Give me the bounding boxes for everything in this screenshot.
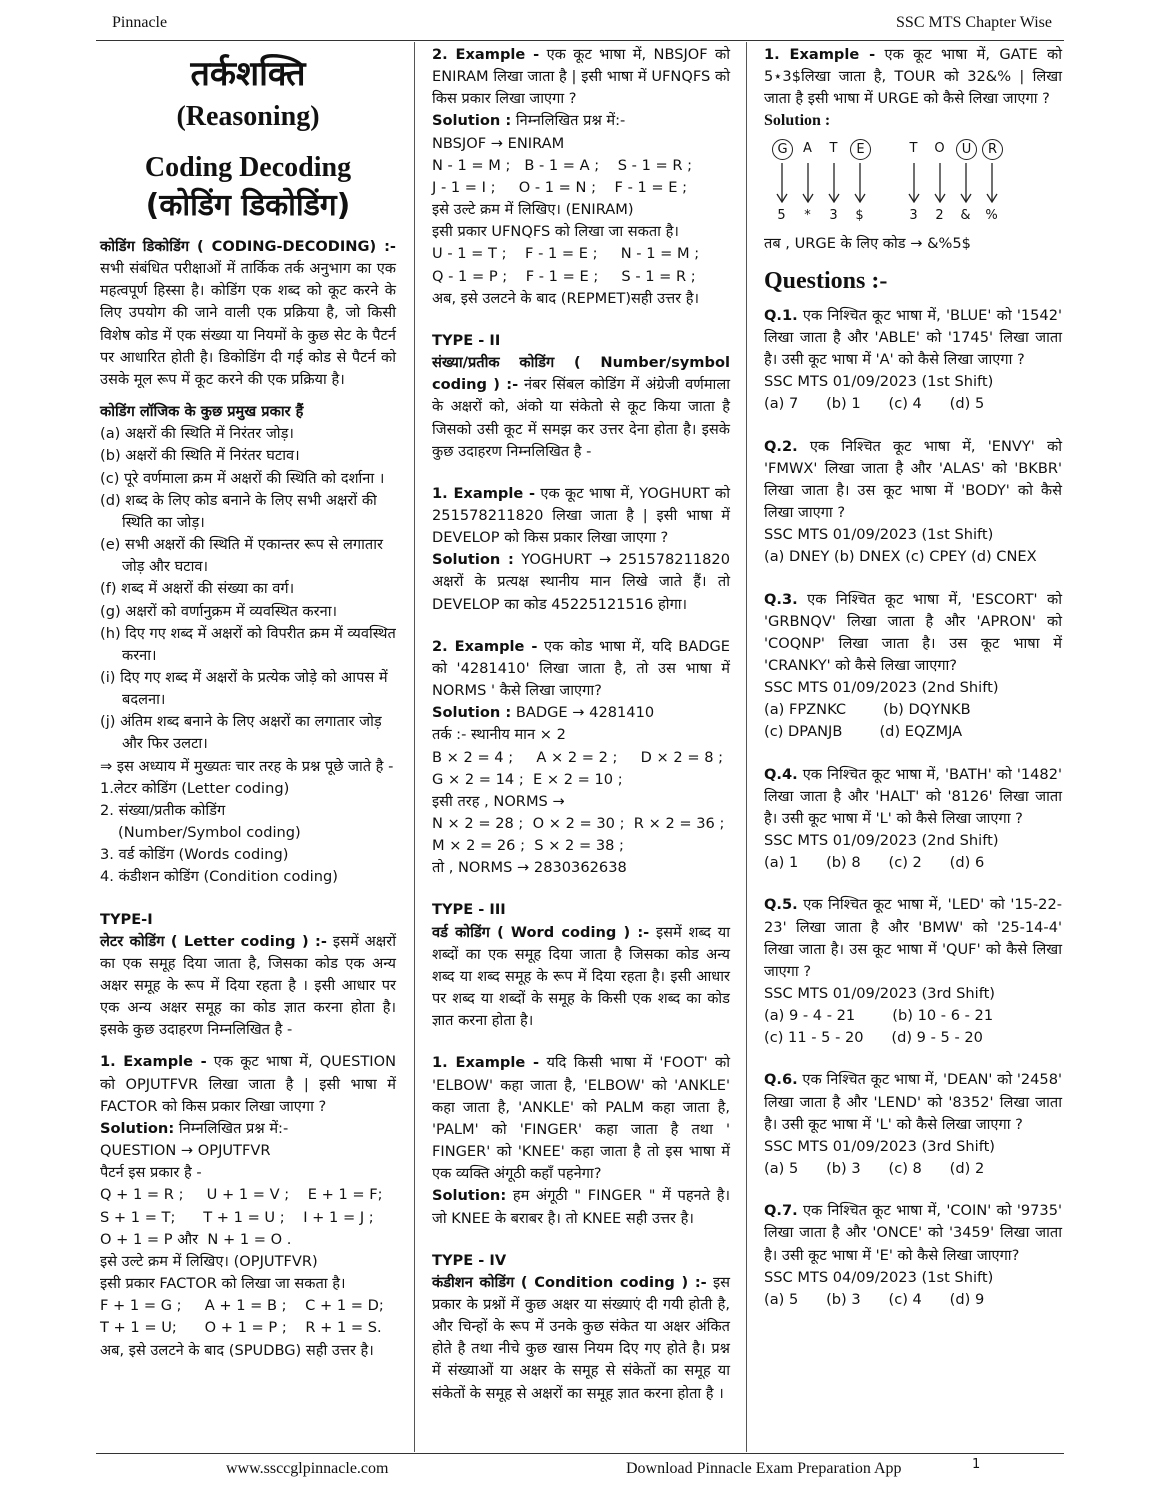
question-number: Q.7. [764, 1202, 798, 1220]
ex1-text: एक कूट भाषा में, QUESTION को OPJUTFVR लिखा जाता है | इसी भाषा में FACTOR को किस प्रकार लिखा जाएगा ? [100, 1053, 397, 1115]
ex2-lines [432, 133, 730, 310]
type4-paragraph [432, 1272, 730, 1405]
question-options: (a) 1 (b) 8 (c) 2 (d) 6 [764, 854, 985, 872]
question-item [764, 589, 1062, 744]
subtitle-english: Coding Decoding [144, 152, 352, 183]
footer-rule [96, 1453, 1064, 1454]
down-arrow-icon [934, 163, 946, 203]
question-item [764, 1200, 1062, 1311]
question-body: एक निश्चित कूट भाषा में, 'BATH' को '1482' लिखा जाता है और 'HALT' को '8126' लिखा जाता है। उसी कूट भाषा में 'L' को कैसे लिखा जाएगा ? [764, 765, 1063, 827]
t3ex1-paragraph: 1. Example - यदि किसी भाषा में 'FOOT' को 'ELBOW' कहा जाता है, 'ELBOW' को 'ANKLE' कहा जाता है, 'ANKLE' को PALM कहा जाता है, 'PALM' को 'FINGER' कहा जाता है तथा ' FINGER' को 'KNEE' कहा जाता है तो इस भाषा में एक व्यक्ति अंगूठी कहाँ पहनेगा? [432, 1054, 731, 1183]
question-options: (a) 5 (b) 3 (c) 8 (d) 2 [764, 1160, 985, 1178]
t2ex1-solution: Solution : YOGHURT → 251578211820 अक्षरों के प्रत्यक्ष स्थानीय मान लिखे जाते हैं। तो DEVELOP का कोड 45225121516 होगा। [432, 551, 730, 613]
type3-label: TYPE - III [432, 901, 506, 919]
question-item [764, 894, 1062, 1049]
question-body: एक निश्चित कूट भाषा में, 'ENVY' को 'FMWX' लिखा जाता है और 'ALAS' को 'BKBR' लिखा जाता है। उस कूट भाषा में 'BODY' को कैसे लिखा जाएगा ? [764, 437, 1062, 522]
t2ex2-lines [432, 724, 730, 879]
circled-letter: E [850, 139, 871, 160]
plain-letter: A [803, 140, 812, 156]
solution-line: NBSJOF → ENIRAM [432, 134, 565, 152]
down-arrow-icon [854, 163, 866, 203]
type2-paragraph [432, 352, 730, 463]
types-heading: कोडिंग लॉजिक के कुछ प्रमुख प्रकार हैं [100, 403, 304, 421]
solution-line: पैटर्न इस प्रकार है - [100, 1164, 202, 1182]
solution-line: इसी तरह , NORMS → [432, 792, 565, 810]
type-item: (i) दिए गए शब्द में अक्षरों के प्रत्येक जोड़े को आपस में बदलना। [100, 668, 388, 709]
question-body: एक निश्चित कूट भाषा में, 'DEAN' को '2458' लिखा जाता है और 'LEND' को '8352' लिखा जाता है। उसी कूट भाषा में 'L' को कैसे लिखा जाएगा ? [764, 1071, 1063, 1133]
intro-heading: कोडिंग डिकोडिंग ( CODING-DECODING) :- [100, 238, 396, 255]
question-options: (a) DNEY (b) DNEX (c) CPEY (d) CNEX [764, 548, 1037, 566]
type-item: (d) शब्द के लिए कोड बनाने के लिए सभी अक्षरों की स्थिति का जोड़। [100, 491, 377, 531]
header-rule [96, 40, 1064, 41]
intro-text: सभी संबंधित परीक्षाओं में तार्किक तर्क अनुभाग का एक महत्वपूर्ण हिस्सा है। कोडिंग एक शब्द को कूट करने के लिए उपयोग की जाने वाली एक प्रक्रिया है, जो किसी विशेष कोड में एक संख्या या नियमों के कुछ सेट के पैटर्न पर आधारित होती है। डिकोडिंग दी गई कोड से पैटर्न को उसके मूल रूप में कूट करने की एक प्रक्रिया है। [100, 260, 396, 388]
solution-line: B × 2 = 4 ; A × 2 = 2 ; D × 2 = 8 ; [432, 748, 724, 766]
ex2-heading: 2. Example - [432, 46, 540, 63]
question-text [764, 1069, 1062, 1135]
plain-letter: O [934, 140, 945, 156]
question-number: Q.2. [764, 437, 798, 455]
solution-line: M × 2 = 26 ; S × 2 = 38 ; [432, 837, 624, 855]
question-text [764, 764, 1062, 830]
t2ex2-paragraph: 2. Example - एक कोड भाषा में, यदि BADGE को '4281410' लिखा जाता है, तो उस भाषा में NORMS ' कैसे लिखा जाएगा? [432, 637, 730, 700]
down-arrow-icon [828, 163, 840, 203]
question-options: (c) DPANJB (d) EQZMJA [764, 723, 963, 741]
solution-line: N × 2 = 28 ; O × 2 = 30 ; R × 2 = 36 ; [432, 815, 725, 832]
question-number: Q.4. [764, 765, 798, 783]
question-text [764, 305, 1062, 371]
circled-letter: U [956, 139, 977, 160]
type-item: (j) अंतिम शब्द बनाने के लिए अक्षरों का लगातार जोड़ और फिर उलटा। [100, 713, 382, 753]
solution-line: तो , NORMS → 2830362638 [432, 859, 627, 877]
code-symbol: 2 [935, 207, 944, 223]
question-body: एक निश्चित कूट भाषा में, 'ESCORT' को 'GRBNQV' लिखा जाता है और 'APRON' को 'COQNP' लिखा जाता है। उस कूट भाषा में 'CRANKY' को कैसे लिखा जाएगा? [764, 590, 1062, 674]
column-divider-1 [414, 42, 415, 1452]
type3-paragraph [432, 922, 730, 1033]
kind-2-en: (Number/Symbol coding) [118, 824, 301, 842]
down-arrow-icon [802, 163, 814, 203]
kind-2: 2. संख्या/प्रतीक कोडिंग [100, 801, 226, 819]
solution-line: U - 1 = T ; F - 1 = E ; N - 1 = M ; [432, 245, 700, 263]
question-options: (a) 5 (b) 3 (c) 4 (d) 9 [764, 1290, 985, 1308]
type-item: (e) सभी अक्षरों की स्थिति में एकान्तर रूप से लगातार जोड़ और घटाव। [100, 536, 383, 576]
type1-text: इसमें अक्षरों का एक समूह दिया जाता है, जिसका कोड एक अन्य अक्षर समूह के रूप में दिया रहता है । इसी आधार पर एक अन्य अक्षर समूह का कोड ज्ञात करना होता है। इसके कुछ उदाहरण निम्नलिखित है - [100, 932, 397, 1039]
type-item: (c) पूरे वर्णमाला क्रम में अक्षरों की स्थिति को दर्शाना । [100, 469, 385, 487]
code-symbol: 5 [777, 207, 786, 223]
solution-line: Q + 1 = R ; U + 1 = V ; E + 1 = F; [100, 1186, 383, 1204]
code-symbol: 3 [909, 207, 918, 223]
question-text [764, 589, 1062, 678]
code-symbol: % [985, 207, 998, 223]
ex2-text: एक कूट भाषा में, NBSJOF को ENIRAM लिखा जाता है | इसी भाषा में UFNQFS को किस प्रकार लिखा जाएगा ? [432, 46, 731, 108]
question-item [764, 436, 1062, 569]
type4-heading: कंडीशन कोडिंग ( Condition coding ) :- [432, 1273, 707, 1291]
solution-line: J - 1 = I ; O - 1 = N ; F - 1 = E ; [432, 178, 688, 196]
type4-text: इस प्रकार के प्रश्नों में कुछ अक्षर या संख्याएं दी गयी होती है, और चिन्हों के रूप में उनके कुछ संकेत या अक्षर अंकित होते है तथा नीचे कुछ खास नियम दिए गए होते है। प्रश्न में संख्याओं या अक्षर के समूह से संकेतों का समूह या संकेतों के समूह से अक्षरों का समूह ज्ञात करना होता है । [432, 1273, 731, 1402]
solution-line: T + 1 = U; O + 1 = P ; R + 1 = S. [100, 1319, 382, 1337]
solution-line: इसे उल्टे क्रम में लिखिए। (OPJUTFVR) [100, 1252, 318, 1270]
type-item: (g) अक्षरों को वर्णानुक्रम में व्यवस्थित करना। [100, 602, 338, 620]
plain-letter: T [829, 140, 838, 156]
c3-example: 1. Example - एक कूट भाषा में, GATE को 5⋆3$लिखा जाता है, TOUR को 32&% | लिखा जाता है इसी भाषा में URGE को कैसे लिखा जाएगा ? [764, 46, 1063, 108]
type2-heading: संख्या/प्रतीक कोडिंग ( Number/symbol coding ) :- [432, 354, 730, 394]
question-source: SSC MTS 01/09/2023 (1st Shift) [764, 526, 994, 544]
solution-line: S + 1 = T; T + 1 = U ; I + 1 = J ; [100, 1208, 374, 1226]
question-body: एक निश्चित कूट भाषा में, 'COIN' को '9735' लिखा जाता है और 'ONCE' को '3459' लिखा जाता है। उसी कूट भाषा में 'E' को कैसे लिखा जाएगा? [764, 1202, 1062, 1264]
page-number: 1 [972, 1457, 981, 1472]
question-text [764, 436, 1062, 525]
solution-line: इसे उल्टे क्रम में लिखिए। (ENIRAM) [432, 201, 634, 219]
type-item: (b) अक्षरों की स्थिति में निरंतर घटाव। [100, 447, 300, 465]
ex1-heading: 1. Example - [100, 1053, 207, 1071]
question-number: Q.3. [764, 590, 798, 608]
solution-line: इसी प्रकार FACTOR को लिखा जा सकता है। [100, 1275, 346, 1293]
type3-heading: वर्ड कोडिंग ( Word coding ) :- [432, 923, 650, 941]
kind-1: 1.लेटर कोडिंग (Letter coding) [100, 779, 290, 797]
down-arrow-icon [960, 163, 972, 203]
question-item [764, 305, 1062, 416]
title-english: (Reasoning) [176, 101, 320, 132]
type3-text: इसमें शब्द या शब्दों का एक समूह दिया जाता है जिसका कोड अन्य शब्द या शब्द समूह के रूप में दिया रहता है। इसी आधार पर शब्द या शब्दों के समूह के किसी एक शब्द का कोड ज्ञात करना होता है। [432, 923, 730, 1030]
down-arrow-icon [776, 163, 788, 203]
t3ex1-solution: Solution: हम अंगूठी " FINGER " में पहनते है। जो KNEE के बराबर है। तो KNEE सही उत्तर है। [432, 1187, 731, 1227]
column-2 [432, 44, 730, 1405]
solution-line: QUESTION → OPJUTFVR [100, 1142, 271, 1160]
type1-heading: लेटर कोडिंग ( Letter coding ) :- [100, 932, 327, 950]
solution-line: O + 1 = P और N + 1 = O . [100, 1230, 292, 1248]
code-symbol: 3 [829, 207, 838, 223]
ex1-solution: Solution: निम्नलिखित प्रश्न में:- [100, 1119, 289, 1137]
solution-line: N - 1 = M ; B - 1 = A ; S - 1 = R ; [432, 156, 693, 174]
question-options: (c) 11 - 5 - 20 (d) 9 - 5 - 20 [764, 1029, 983, 1047]
question-source: SSC MTS 01/09/2023 (1st Shift) [764, 373, 994, 391]
question-item [764, 1069, 1062, 1180]
question-source: SSC MTS 01/09/2023 (3rd Shift) [764, 1137, 996, 1155]
question-item [764, 764, 1062, 875]
c3-result: तब , URGE के लिए कोड → &%5$ [764, 234, 971, 252]
circled-letter: R [982, 139, 1003, 160]
type1-paragraph [100, 931, 396, 1042]
solution-line: अब, इसे उलटने के बाद (REPMET)सही उत्तर है। [432, 289, 700, 307]
kind-4: 4. कंडीशन कोडिंग (Condition coding) [100, 868, 338, 886]
solution-line: अब, इसे उलटने के बाद (SPUDBG) सही उत्तर है। [100, 1341, 374, 1359]
question-options: (a) 9 - 4 - 21 (b) 10 - 6 - 21 [764, 1007, 994, 1025]
question-text [764, 1200, 1062, 1266]
chapter-note: ⇒ इस अध्याय में मुख्यतः चार तरह के प्रश्न पूछे जाते है - [100, 757, 394, 775]
solution-line: Q - 1 = P ; F - 1 = E ; S - 1 = R ; [432, 267, 696, 285]
header-brand: Pinnacle [112, 14, 168, 31]
footer-app-promo: Download Pinnacle Exam Preparation App [626, 1460, 902, 1477]
down-arrow-icon [986, 163, 998, 203]
footer-website[interactable]: www.ssccglpinnacle.com [226, 1460, 389, 1477]
circled-letter: G [772, 139, 793, 160]
ex2-solution: Solution : निम्नलिखित प्रश्न में:- [432, 112, 626, 130]
intro-paragraph [100, 236, 396, 391]
question-source: SSC MTS 01/09/2023 (3rd Shift) [764, 985, 996, 1002]
solution-line: G × 2 = 14 ; E × 2 = 10 ; [432, 770, 623, 788]
column-divider-2 [746, 42, 747, 1452]
c3-solution-heading: Solution : [764, 112, 831, 130]
question-options: (a) FPZNKC (b) DQYNKB [764, 701, 971, 719]
question-source: SSC MTS 04/09/2023 (1st Shift) [764, 1268, 994, 1286]
column-3 [764, 44, 1062, 1331]
question-body: एक निश्चित कूट भाषा में, 'BLUE' को '1542' लिखा जाता है और 'ABLE' को '1745' लिखा जाता है। उसी कूट भाषा में 'A' को कैसे लिखा जाएगा ? [764, 306, 1063, 369]
question-options: (a) 7 (b) 1 (c) 4 (d) 5 [764, 395, 985, 413]
type4-label: TYPE - IV [432, 1251, 507, 1269]
code-symbol: * [804, 207, 811, 223]
questions-heading: Questions :- [764, 267, 888, 294]
type2-text: नंबर सिंबल कोडिंग में अंग्रेजी वर्णमाला के अक्षरों को, अंको या संकेतो से कूट किया जाता है जिसको उसी कूट में समझ कर उत्तर देना होता है। इसके कुछ उदाहरण निम्नलिखित है - [432, 376, 731, 460]
title-hindi: तर्कशक्ति [190, 54, 306, 94]
solution-line: तर्क :- स्थानीय मान × 2 [432, 726, 566, 744]
code-symbol: & [960, 207, 971, 223]
header-chapter: SSC MTS Chapter Wise [896, 14, 1052, 31]
subtitle-hindi: (कोडिंग डिकोडिंग) [145, 188, 351, 223]
plain-letter: T [909, 140, 918, 156]
question-source: SSC MTS 01/09/2023 (2nd Shift) [764, 679, 999, 697]
code-symbol: $ [855, 207, 864, 223]
ex2-paragraph [432, 44, 730, 110]
ex1-lines [100, 1140, 396, 1362]
type-item: (h) दिए गए शब्द में अक्षरों को विपरीत क्रम में व्यवस्थित करना। [100, 624, 396, 664]
types-list [100, 423, 396, 755]
down-arrow-icon [908, 163, 920, 203]
type2-label: TYPE - II [432, 331, 501, 349]
question-number: Q.5. [764, 896, 798, 914]
kind-3: 3. वर्ड कोडिंग (Words coding) [100, 846, 289, 864]
question-number: Q.1. [764, 306, 798, 324]
question-source: SSC MTS 01/09/2023 (2nd Shift) [764, 832, 999, 850]
coding-diagram [764, 133, 1062, 233]
type1-label: TYPE-I [100, 910, 153, 928]
question-number: Q.6. [764, 1071, 798, 1089]
t2ex1-paragraph: 1. Example - एक कूट भाषा में, YOGHURT को 251578211820 लिखा जाता है | इसी भाषा में DEVELOP को किस प्रकार लिखा जाएगा ? [432, 484, 730, 547]
t2ex2-solution: Solution : BADGE → 4281410 [432, 704, 655, 722]
type-item: (f) शब्द में अक्षरों की संख्या का वर्ग। [100, 580, 295, 598]
ex1-paragraph [100, 1051, 396, 1117]
question-body: एक निश्चित कूट भाषा में, 'LED' को '15-22-23' लिखा जाता है और 'BMW' को '25-14-4' लिखा जाता है। उस कूट भाषा में 'QUF' को कैसे लिखा जाएगा ? [764, 896, 1063, 980]
question-text [764, 894, 1062, 983]
solution-line: इसी प्रकार UFNQFS को लिखा जा सकता है। [432, 223, 679, 241]
column-1 [100, 44, 396, 1362]
solution-line: F + 1 = G ; A + 1 = B ; C + 1 = D; [100, 1297, 384, 1315]
questions-list [764, 305, 1062, 1311]
type-item: (a) अक्षरों की स्थिति में निरंतर जोड़। [100, 425, 294, 443]
